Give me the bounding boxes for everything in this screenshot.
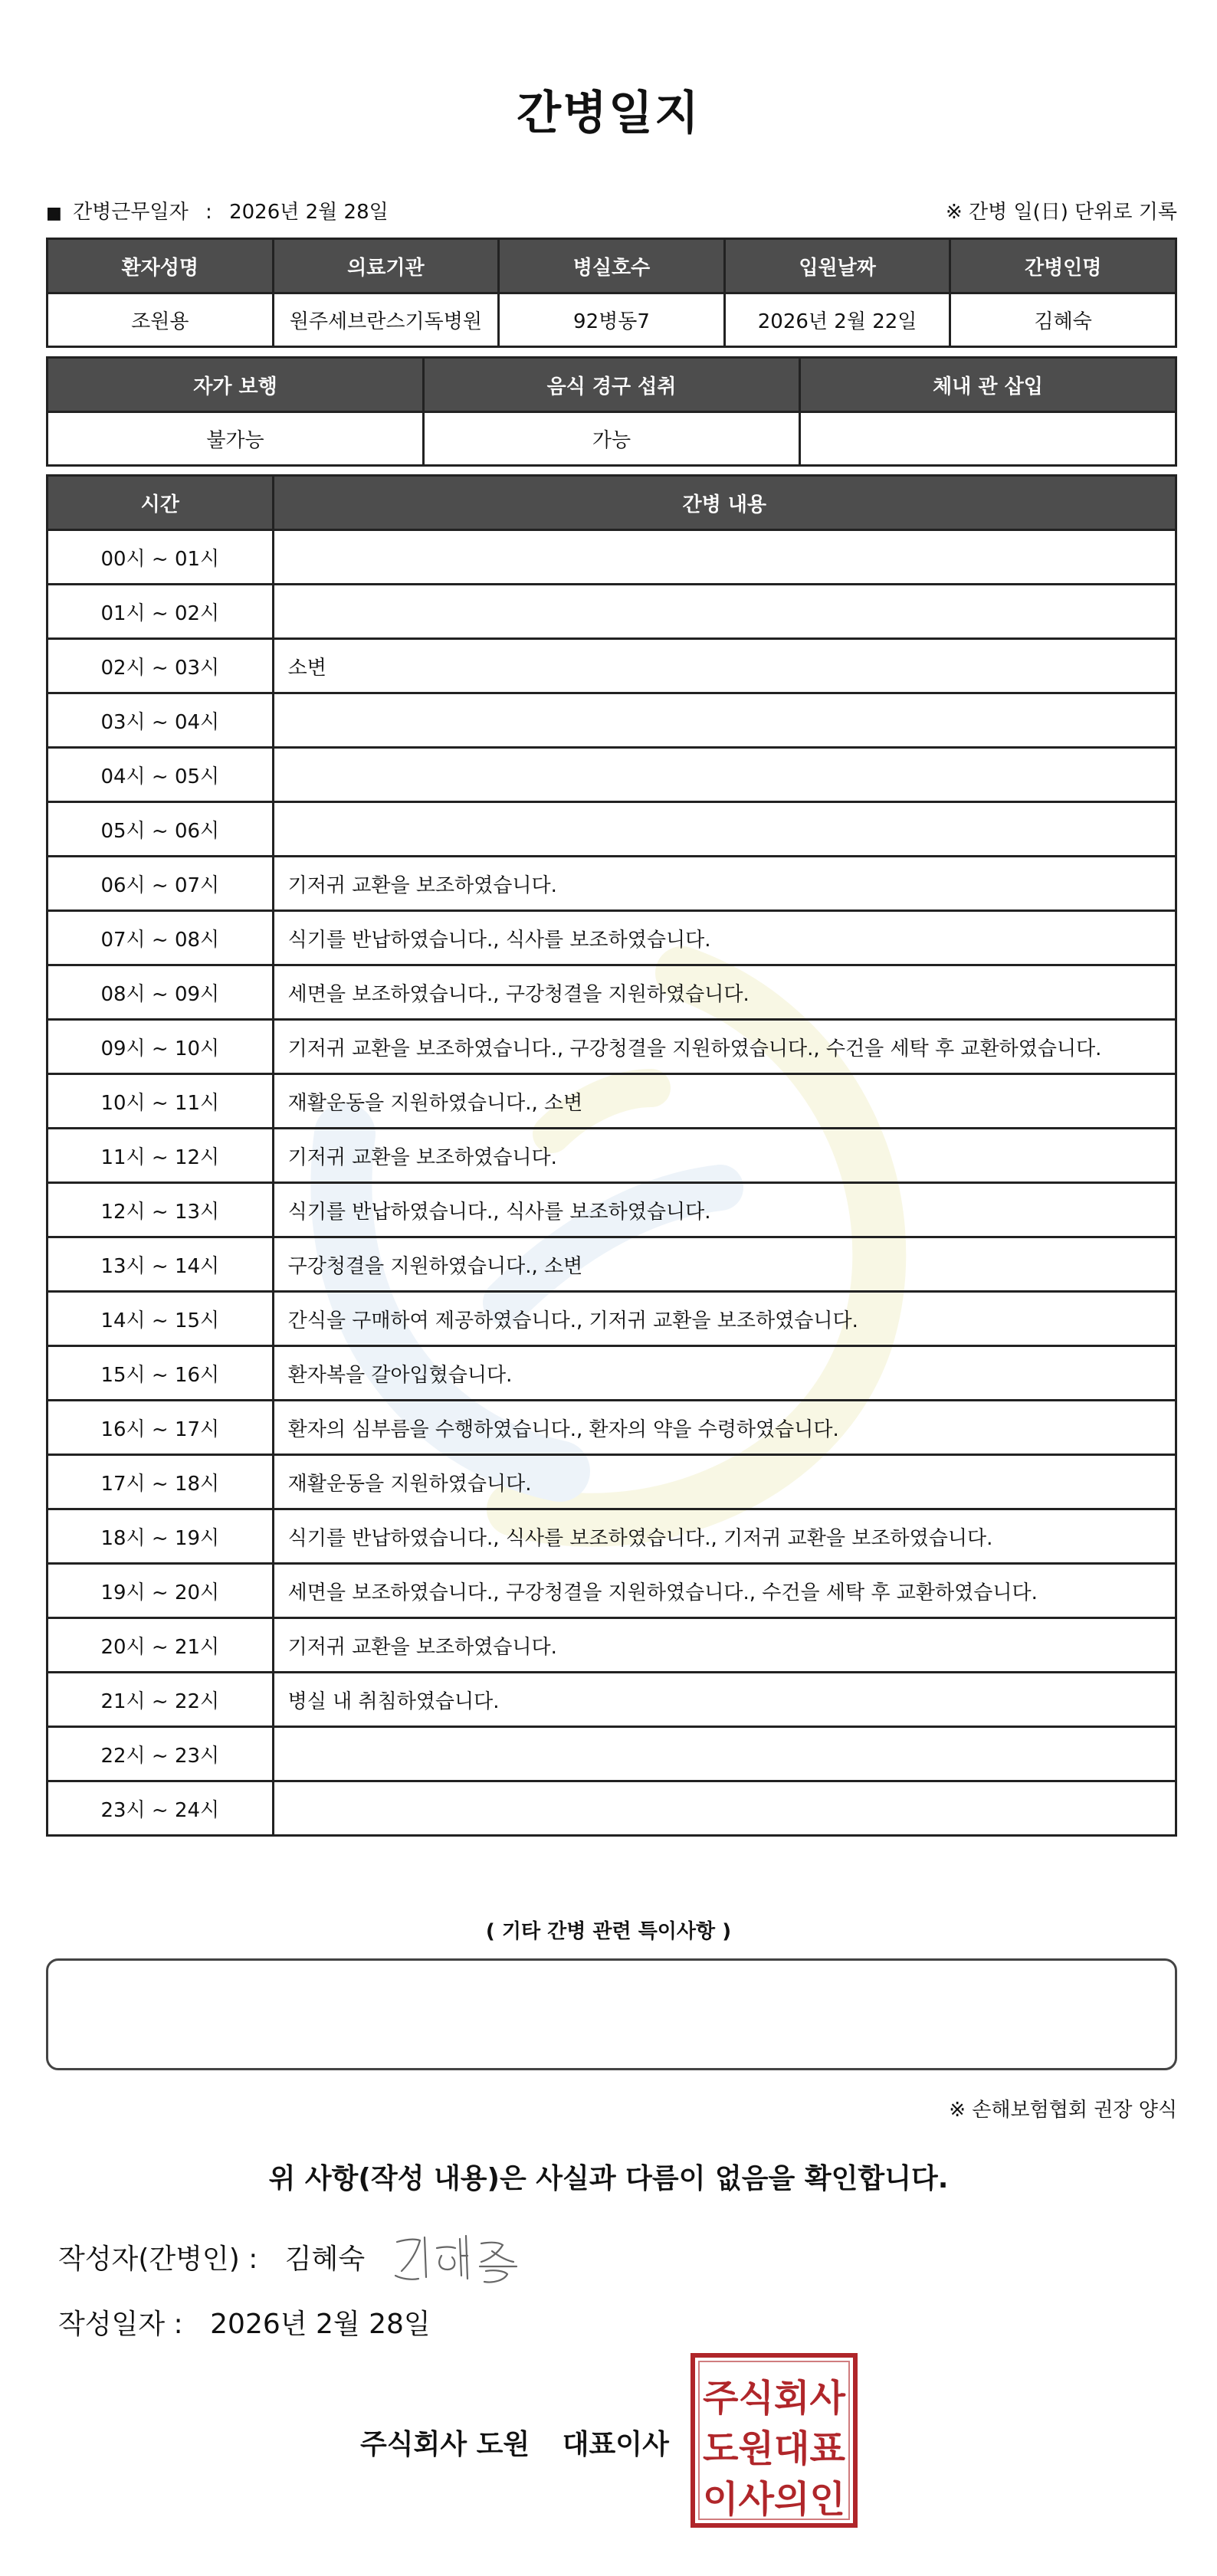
time-slot: 04시 ~ 05시 [48,748,274,802]
time-slot: 05시 ~ 06시 [48,802,274,857]
table-row [48,1074,1176,1129]
room-number-value: 92병동7 [499,293,725,347]
care-content: 기저귀 교환을 보조하였습니다. [273,857,1176,911]
tube-insertion-value [799,412,1176,466]
ability-header-row [48,358,1176,412]
care-content: 구강청결을 지원하였습니다., 소변 [273,1237,1176,1292]
table-row [48,1183,1176,1237]
table-row [48,1618,1176,1673]
care-log-table [46,474,1177,1837]
table-row [48,1292,1176,1346]
care-content [273,693,1176,748]
time-slot: 17시 ~ 18시 [48,1455,274,1509]
care-content: 기저귀 교환을 보조하였습니다. [273,1129,1176,1183]
patient-name-value: 조원용 [48,293,274,347]
time-slot: 12시 ~ 13시 [48,1183,274,1237]
handwritten-signature-icon [391,2228,536,2289]
table-row [48,857,1176,911]
writer-line [58,2237,365,2276]
time-slot: 14시 ~ 15시 [48,1292,274,1346]
self-walking-value: 불가능 [48,412,424,466]
care-content [273,530,1176,585]
care-content: 세면을 보조하였습니다., 구강청결을 지원하였습니다., 수건을 세탁 후 교환하였습니다. [273,1564,1176,1618]
bullet-square-icon: ■ [46,204,62,223]
time-slot: 03시 ~ 04시 [48,693,274,748]
record-unit-note: ※ 간병 일(日) 단위로 기록 [945,201,1177,224]
header-hospital: 의료기관 [273,239,499,293]
table-row [48,1673,1176,1727]
header-time: 시간 [48,476,274,530]
care-content: 소변 [273,639,1176,693]
time-slot: 20시 ~ 21시 [48,1618,274,1673]
care-content: 병실 내 취침하였습니다. [273,1673,1176,1727]
patient-info-table [46,238,1177,348]
care-content: 식기를 반납하였습니다., 식사를 보조하였습니다. [273,1183,1176,1237]
written-date-line [58,2302,431,2342]
company-line [360,2423,669,2462]
care-content: 기저귀 교환을 보조하였습니다., 구강청결을 지원하였습니다., 수건을 세탁 후 교환하였습니다. [273,1020,1176,1074]
time-slot: 00시 ~ 01시 [48,530,274,585]
time-slot: 15시 ~ 16시 [48,1346,274,1401]
hospital-value: 원주세브란스기독병원 [273,293,499,347]
table-row [48,802,1176,857]
time-slot: 16시 ~ 17시 [48,1401,274,1455]
time-slot: 19시 ~ 20시 [48,1564,274,1618]
table-row [48,1020,1176,1074]
table-row [48,965,1176,1020]
page-title: 간병일지 [517,87,700,140]
confirmation-statement: 위 사항(작성 내용)은 사실과 다름이 없음을 확인합니다. [268,2163,949,2194]
header-care-content: 간병 내용 [273,476,1176,530]
care-content: 환자의 심부름을 수행하였습니다., 환자의 약을 수령하였습니다. [273,1401,1176,1455]
special-notes-box [46,1958,1177,2070]
company-name: 주식회사 도원 [360,2429,530,2460]
recommend-note: ※ 손해보험협회 권장 양식 [949,2099,1177,2122]
time-slot: 08시 ~ 09시 [48,965,274,1020]
table-row [48,1237,1176,1292]
table-row [48,1727,1176,1781]
header-self-walking: 자가 보행 [48,358,424,412]
time-slot: 01시 ~ 02시 [48,585,274,639]
care-content [273,1727,1176,1781]
special-notes-title: ( 기타 간병 관련 특이사항 ) [485,1920,732,1943]
svg-text:도원대표: 도원대표 [703,2427,846,2470]
care-content [273,1781,1176,1836]
care-content: 기저귀 교환을 보조하였습니다. [273,1618,1176,1673]
table-row [48,585,1176,639]
time-slot: 02시 ~ 03시 [48,639,274,693]
care-content [273,585,1176,639]
care-content: 식기를 반납하였습니다., 식사를 보조하였습니다. [273,911,1176,965]
care-content: 재활운동을 지원하였습니다., 소변 [273,1074,1176,1129]
oral-intake-value: 가능 [423,412,799,466]
admission-date-value: 2026년 2월 22일 [724,293,950,347]
patient-info-value-row [48,293,1176,347]
care-content [273,802,1176,857]
caregiver-name-value: 김혜숙 [950,293,1176,347]
table-row [48,1564,1176,1618]
time-slot: 23시 ~ 24시 [48,1781,274,1836]
header-admission-date: 입원날짜 [724,239,950,293]
time-slot: 22시 ~ 23시 [48,1727,274,1781]
care-content: 환자복을 갈아입혔습니다. [273,1346,1176,1401]
care-log-header-row [48,476,1176,530]
table-row [48,1346,1176,1401]
time-slot: 09시 ~ 10시 [48,1020,274,1074]
company-representative-title: 대표이사 [562,2429,669,2460]
care-content: 세면을 보조하였습니다., 구강청결을 지원하였습니다. [273,965,1176,1020]
table-row [48,530,1176,585]
time-slot: 06시 ~ 07시 [48,857,274,911]
patient-ability-table [46,356,1177,467]
header-tube-insertion: 체내 관 삽입 [799,358,1176,412]
time-slot: 18시 ~ 19시 [48,1509,274,1564]
patient-info-header-row [48,239,1176,293]
svg-text:이사의인: 이사의인 [703,2478,845,2521]
table-row [48,693,1176,748]
work-date-value: 2026년 2월 28일 [229,201,389,224]
written-date-label: 작성일자 : [58,2309,183,2340]
table-row [48,639,1176,693]
care-content: 재활운동을 지원하였습니다. [273,1455,1176,1509]
writer-name: 김혜숙 [284,2243,366,2275]
header-caregiver-name: 간병인명 [950,239,1176,293]
work-date-separator: : [205,201,212,224]
time-slot: 21시 ~ 22시 [48,1673,274,1727]
time-slot: 10시 ~ 11시 [48,1074,274,1129]
care-log-body [48,530,1176,1836]
care-content [273,748,1176,802]
table-row [48,1509,1176,1564]
writer-label: 작성자(간병인) : [58,2243,258,2275]
time-slot: 13시 ~ 14시 [48,1237,274,1292]
table-row [48,1455,1176,1509]
work-date-line [46,196,389,224]
header-patient-name: 환자성명 [48,239,274,293]
table-row [48,1781,1176,1836]
svg-text:주식회사: 주식회사 [703,2377,846,2420]
care-content: 간식을 구매하여 제공하였습니다., 기저귀 교환을 보조하였습니다. [273,1292,1176,1346]
time-slot: 11시 ~ 12시 [48,1129,274,1183]
company-seal-stamp-icon [690,2352,858,2528]
table-row [48,1401,1176,1455]
care-content: 식기를 반납하였습니다., 식사를 보조하였습니다., 기저귀 교환을 보조하였습니다. [273,1509,1176,1564]
ability-value-row [48,412,1176,466]
written-date-value: 2026년 2월 28일 [210,2309,431,2340]
table-row [48,911,1176,965]
table-row [48,748,1176,802]
work-date-label: 간병근무일자 [73,201,189,224]
header-oral-intake: 음식 경구 섭취 [423,358,799,412]
header-room-number: 병실호수 [499,239,725,293]
table-row [48,1129,1176,1183]
time-slot: 07시 ~ 08시 [48,911,274,965]
